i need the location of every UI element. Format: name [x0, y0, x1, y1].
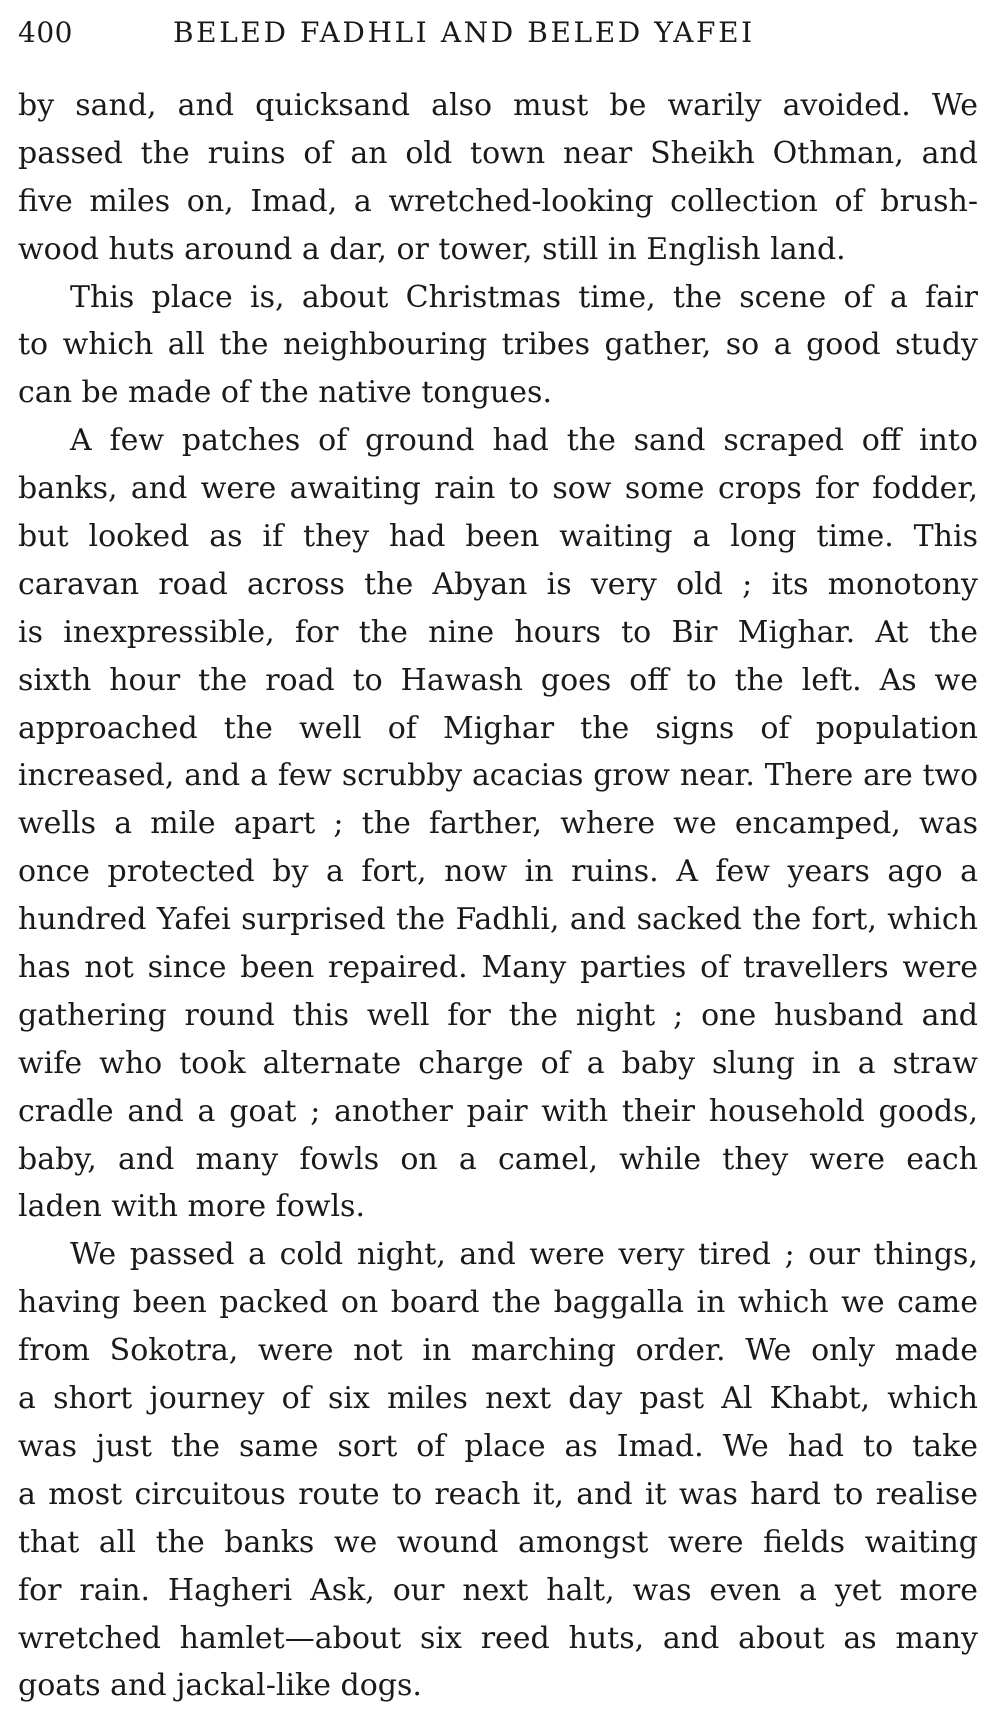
paragraph	[18, 1231, 978, 1710]
text-line: having been packed on board the baggalla in which we came	[18, 1285, 978, 1321]
text-line: cradle and a goat ; another pair with their household goods,	[18, 1093, 978, 1129]
text-line: is inexpressible, for the nine hours to Bir Mighar. At the	[18, 614, 978, 650]
text-line: This place is, about Christmas time, the scene of a fair	[70, 279, 978, 315]
text-line: wretched hamlet—about six reed huts, and about as many	[18, 1620, 978, 1656]
text-line: by sand, and quicksand also must be warily avoided. We	[18, 88, 978, 123]
text-line: for rain. Hagheri Ask, our next halt, was even a yet more	[18, 1572, 978, 1608]
text-line: wells a mile apart ; the farther, where we encamped, was	[18, 806, 978, 842]
text-line: A few patches of ground had the sand scraped off into	[70, 423, 978, 459]
text-line: passed the ruins of an old town near Sheikh Othman, and	[18, 135, 978, 171]
text-line: approached the well of Mighar the signs of population	[18, 710, 978, 746]
paragraph	[18, 82, 978, 274]
text-line: baby, and many fowls on a camel, while they were each	[18, 1141, 978, 1177]
text-line: gathering round this well for the night ; one husband and	[18, 997, 978, 1033]
text-line: to which all the neighbouring tribes gather, so a good study	[18, 327, 978, 363]
running-head: BELED FADHLI AND BELED YAFEI	[173, 16, 755, 49]
text-line: banks, and were awaiting rain to sow some crops for fodder,	[18, 471, 978, 507]
text-line: goats and jackal-like dogs.	[18, 1668, 422, 1704]
text-line: wood huts around a dar, or tower, still in English land.	[18, 231, 846, 267]
text-line: can be made of the native tongues.	[18, 375, 552, 411]
text-line: a most circuitous route to reach it, and it was hard to realise	[18, 1476, 978, 1512]
text-line: was just the same sort of place as Imad. We had to take	[18, 1428, 978, 1464]
text-line: We passed a cold night, and were very tired ; our things,	[70, 1237, 978, 1273]
text-line: a short journey of six miles next day past Al Khabt, which	[18, 1381, 978, 1417]
text-line: increased, and a few scrubby acacias grow near. There are two	[18, 758, 978, 794]
text-line: sixth hour the road to Hawash goes off to the left. As we	[18, 662, 978, 698]
body-text	[18, 82, 978, 1710]
text-line: caravan road across the Abyan is very old ; its monotony	[18, 566, 978, 602]
text-line: once protected by a fort, now in ruins. A few years ago a	[18, 854, 978, 890]
text-line: hundred Yafei surprised the Fadhli, and sacked the fort, which	[18, 902, 978, 938]
text-line: from Sokotra, were not in marching order. We only made	[18, 1333, 978, 1369]
text-line: has not since been repaired. Many parties of travellers were	[18, 950, 978, 986]
text-line: five miles on, Imad, a wretched-looking collection of brush-	[18, 183, 978, 219]
paragraph	[18, 274, 978, 418]
text-line: but looked as if they had been waiting a long time. This	[18, 519, 978, 555]
page-header	[18, 16, 978, 60]
text-line: that all the banks we wound amongst were fields waiting	[18, 1524, 978, 1560]
text-line: wife who took alternate charge of a baby slung in a straw	[18, 1045, 978, 1081]
page-number: 400	[18, 16, 73, 49]
paragraph	[18, 417, 978, 1231]
text-line: laden with more fowls.	[18, 1189, 365, 1225]
